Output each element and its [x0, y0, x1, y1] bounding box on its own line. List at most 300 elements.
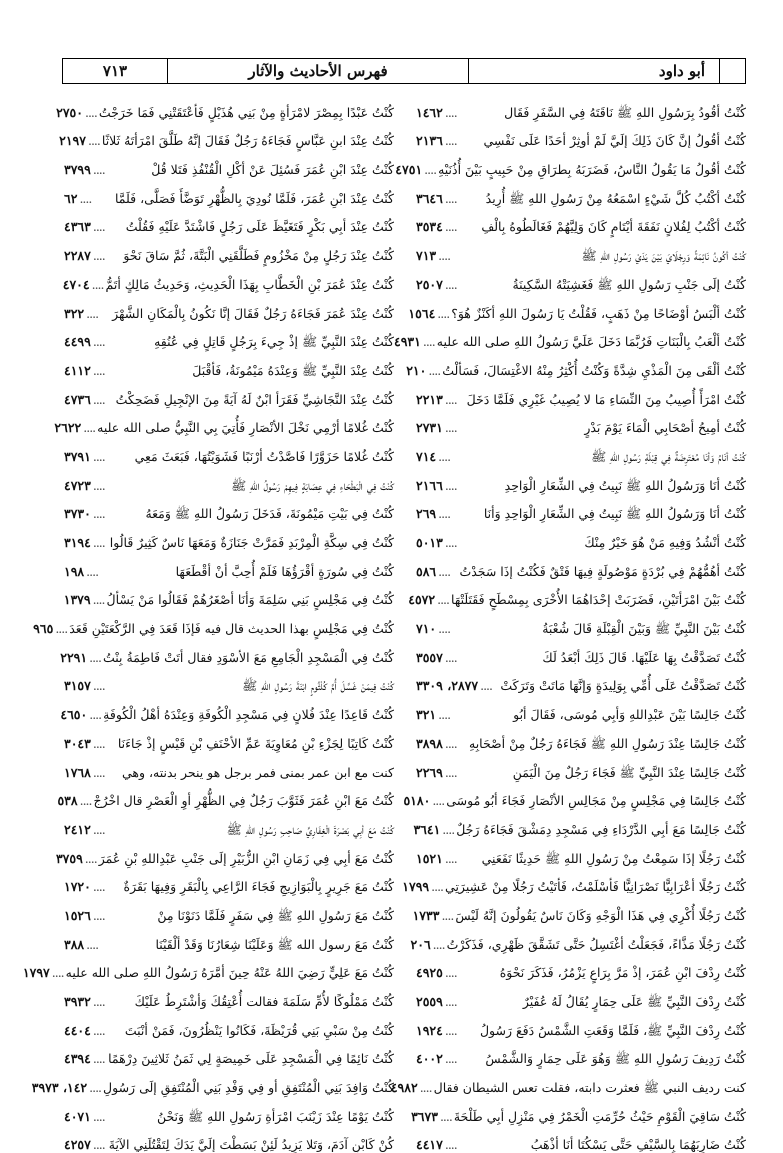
- header-blank-cell: [719, 59, 745, 83]
- entry-text: كُنْتُ أنَا وَرَسُولُ اللهِ ﷺ نَبِيتُ فِي الشِّعَارِ الْوَاحِدِ: [504, 477, 746, 493]
- leader-dots: ....: [438, 248, 451, 264]
- index-entry: [414, 752, 746, 781]
- hadith-number: ٢٤١٢: [64, 821, 91, 837]
- index-entry: [414, 522, 746, 551]
- entry-text: كُنْتُ أقُودُ بِرَسُولِ اللهِ ﷺ نَاقَتَهُ فِي السَّفَرِ فَقَال: [504, 104, 746, 120]
- hadith-number: ٣١٩٤: [64, 535, 91, 550]
- hadith-number: ٧١٠: [416, 621, 437, 637]
- entry-text: كُنْتُ فِي بَيْتِ مَيْمُونَةَ، فَدَخَلَ رَسُولُ اللهِ ﷺ وَمَعَهُ: [145, 506, 394, 522]
- entry-text: كُنْتُ امْرَأً أُصِيبُ مِنَ النِّسَاءِ مَا لا يُصِيبُ غَيْرِي فَلَمَّا دَخَلَ: [466, 391, 746, 407]
- page-number: ٧١٣: [102, 62, 128, 80]
- hadith-number: ٣٧٣٠: [64, 506, 91, 522]
- index-entry: [62, 1010, 394, 1039]
- entry-text: كُنْتُ إلَى جَنْبِ رَسُولِ اللهِ ﷺ فَغَشِيَتْهُ السَّكِينَةُ: [512, 276, 746, 292]
- hadith-number: ١٧٢٠: [64, 879, 91, 895]
- hadith-number: ٤٩٨٢: [390, 1080, 418, 1096]
- entry-text: كُنْتُ رَجُلًا مَذَّاءً، فَجَعَلْتُ أغْتَسِلُ حَتَّى تَشَقَّقَ ظَهْرِي، فَذَكَرْتُ: [446, 936, 746, 952]
- header-author: أبو داود: [658, 62, 705, 80]
- leader-dots: ....: [444, 133, 457, 149]
- entry-text: كُنْتُ أنَامُ وَأنَا مُعْتَرِضَةٌ فِي قِبْلَةِ رَسُولِ اللهِ ﷺ: [591, 448, 746, 464]
- hadith-number: ٤٢٥٧: [64, 1137, 91, 1153]
- index-entry: [408, 293, 746, 322]
- entry-text: كُنْتُ غُلامًا حَزَوَّرًا فَاصَّدْتُ أرْنَبًا فَشَوَيْتُهَا، فَبَعَثَ مَعِي: [134, 448, 394, 464]
- leader-dots: ....: [92, 735, 105, 751]
- entry-text: كُنْتُ رِدْفَ النَّبِيِّ ﷺ، فَلَمَّا وَقَعَتِ الشَّمْسُ دَفَعَ رَسُولُ: [479, 1022, 746, 1038]
- index-entry: [414, 264, 746, 293]
- hadith-number: ٥٣٨: [57, 793, 78, 809]
- index-entry: [62, 867, 394, 896]
- leader-dots: ....: [441, 907, 454, 923]
- hadith-number: ٤٤٠٤: [64, 1022, 91, 1038]
- index-entry: [414, 436, 746, 465]
- index-entry: [414, 981, 746, 1010]
- index-entry: [414, 494, 746, 523]
- index-entry: [414, 694, 746, 723]
- entry-text: كُنْتُ بَيْنَ النَّبِيِّ ﷺ وَبَيْنَ الْقِبْلَةِ قَالَ شُعْبَةُ: [542, 621, 746, 637]
- leader-dots: ....: [92, 907, 105, 923]
- leader-dots: ....: [92, 879, 105, 895]
- entry-text: كُنْتُ كَاتِبًا لِجَزْءِ بْنِ مُعَاوِيَةَ عَمِّ الأحْنَفِ بْنِ قَيْسٍ إذْ جَاءَنَا: [117, 735, 394, 751]
- entry-text: كُنْتُ مَعَ أبِي بَصْرَةَ الْغِفَارِيِّ صَاحِبِ رَسُولِ اللهِ ﷺ: [226, 821, 394, 837]
- leader-dots: ....: [444, 649, 457, 665]
- hadith-number: ٤٤٩٩: [64, 334, 91, 350]
- index-entry: [62, 551, 394, 580]
- hadith-number: ٢٦٢٢: [54, 420, 82, 436]
- leader-dots: ....: [428, 362, 441, 378]
- index-entry: [62, 522, 394, 551]
- hadith-number: ٣٥٥٧: [416, 649, 443, 665]
- index-entry: [62, 895, 394, 924]
- entry-text: كُنْتُ عِنْدَ ابْنِ عُمَرَ، فَلَمَّا نُودِيَ بِالظُّهْرِ تَوَضَّأَ فَصَلَّى، فَلَمَّا: [115, 190, 394, 206]
- leader-dots: ....: [437, 592, 450, 608]
- hadith-number: ٣٦٤١: [413, 821, 441, 837]
- hadith-number: ٣٠٤٣: [64, 735, 91, 751]
- entry-text: كُنْتُ رِدْفَ ابْنِ عُمَرَ، إذْ مَرَّ بِرَاعٍ يَزْمُرُ، فَذَكَرَ نَحْوَهُ: [499, 965, 746, 981]
- leader-dots: ....: [92, 334, 105, 350]
- leader-dots: ....: [92, 448, 105, 464]
- hadith-number: ٧١٤: [416, 448, 437, 464]
- index-entry: [414, 408, 746, 437]
- leader-dots: ....: [444, 391, 457, 407]
- index-entry: [414, 953, 746, 982]
- entry-text: كُنْتُ ألْقَى مِنَ الْمَذْيِ شِدَّةً وَكُنْتُ أُكْثِرُ مِنْهُ الاغْتِسَالَ، فَسَألْتُ: [442, 362, 746, 378]
- entry-text: كُنْتُ ضَارِبَهُمَا بِالسَّيْفِ حَتَّى يَسْكُتَا أنَا أذْهَبُ: [530, 1137, 746, 1153]
- entry-text: كُنْتُ عِنْدَ ابنِ عَبَّاسٍ فَجَاءَهُ رَجُلٌ فَقَالَ إنَّهُ طَلَّقَ امْرَأتَهُ ثَلاثًا: [101, 133, 394, 149]
- page-header: [62, 58, 746, 84]
- index-entry: [62, 264, 394, 293]
- leader-dots: ....: [444, 994, 457, 1009]
- entry-text: كُنْتُ أنَا وَرَسُولُ اللهِ ﷺ نَبِيتُ فِي الشِّعَارِ الْوَاحِدِ وَأنَا: [483, 506, 746, 522]
- entry-text: كُنْتُ فِيمَنْ غَسَّلَ أُمَّ كُلْثُومٍ ابْنَةَ رَسُولِ اللهِ ﷺ: [242, 678, 394, 694]
- hadith-number: ١٧٦٨: [64, 764, 91, 780]
- entry-text: كُنْتُ أمِيحُ أصْحَابِي الْمَاءَ يَوْمَ بَدْرٍ: [584, 420, 746, 436]
- entry-text: كُنْتُ مَعَ جَرِيرٍ بِالْبَوَازِيجِ فَجَاءَ الرَّاعِي بِالْبَقَرِ وَفِيهَا بَقَرَةٌ: [123, 879, 394, 895]
- index-entry: [54, 408, 394, 437]
- leader-dots: ....: [480, 678, 493, 694]
- hadith-number: ١٥٢٦: [64, 907, 91, 923]
- hadith-number: ٢٨٧٧، ٣٣٠٩: [416, 678, 479, 694]
- leader-dots: ....: [92, 391, 105, 407]
- index-entry: [408, 580, 746, 609]
- hadith-number: ١٤٦٢: [416, 104, 443, 120]
- entry-text: كُنْتُ مَعَ رَسُولِ اللهِ ﷺ فِي سَفَرٍ فَلَمَّا دَنَوْنَا مِنْ: [157, 907, 394, 923]
- leader-dots: ....: [422, 334, 435, 350]
- index-entry: [414, 178, 746, 207]
- index-entry: [414, 608, 746, 637]
- entry-text: كُنْتُ رَدِيفَ رَسُولِ اللهِ ﷺ وَهُوَ عَلَى حِمَارٍ وَالشَّمْسُ: [485, 1051, 746, 1067]
- leader-dots: ....: [55, 621, 68, 637]
- hadith-number: ١٥٢١: [416, 850, 443, 866]
- hadith-number: ٤٣٦٣: [64, 219, 91, 235]
- hadith-number: ٢٧٥٠: [56, 104, 83, 120]
- leader-dots: ....: [444, 764, 457, 780]
- leader-dots: ....: [83, 420, 96, 436]
- entry-text: كُنْتُ جَالِسًا فِي مَجْلِسٍ مِنْ مَجَالِسِ الأنْصَارِ فَجَاءَ أبُو مُوسَى: [446, 793, 746, 809]
- leader-dots: ....: [444, 219, 457, 235]
- entry-text: كُنْتُ أقُولُ مَا يَقُولُ النَّاسُ، فَضَرَبَهُ بِطرَاقِ مِنْ حَبِيبٍ بَيْنَ أُذُنَيْهِ: [438, 162, 746, 178]
- hadith-number: ٢٢٦٩: [416, 764, 443, 780]
- index-entry: [62, 235, 394, 264]
- leader-dots: ....: [444, 965, 457, 981]
- leader-dots: ....: [92, 477, 105, 493]
- index-entry: [414, 895, 746, 924]
- leader-dots: ....: [444, 735, 457, 751]
- index-entry: [394, 322, 746, 351]
- leader-dots: ....: [86, 305, 99, 321]
- hadith-number: ٢١٦٦: [416, 477, 443, 493]
- index-entry: [414, 92, 746, 121]
- entry-text: كُنْتُ رَجُلًا إذَا سَمِعْتُ مِنْ رَسُولِ اللهِ ﷺ حَدِيثًا نَفَعَنِي: [481, 850, 746, 866]
- leader-dots: ....: [444, 1051, 457, 1067]
- index-entry: [62, 436, 394, 465]
- hadith-number: ٤٧٢٣: [64, 477, 91, 493]
- leader-dots: ....: [92, 678, 105, 694]
- index-entry: [62, 350, 394, 379]
- index-columns: [22, 92, 746, 1153]
- entry-text: كُنْتُ عِنْدَ عُمَرَ بْنِ الْخَطَّابِ بِهَذَا الْحَدِيثِ، وَحَدِيثُ مَالِكٍ أتَمُّ: [105, 276, 394, 292]
- header-title: فهرس الأحاديث والآثار: [167, 59, 469, 83]
- index-entry: [56, 92, 394, 121]
- entry-text: كُنْتُ أهُمُّهُمْ فِي بُرْدَةٍ مَوْصُولَةٍ فِيهَا فَتْقٌ فَكُنْتُ إذَا سَجَدْتُ: [459, 563, 746, 579]
- hadith-number: ١٧٩٩: [402, 879, 430, 895]
- leader-dots: ....: [438, 563, 451, 579]
- leader-dots: ....: [92, 1108, 105, 1124]
- leader-dots: ....: [92, 362, 105, 378]
- leader-dots: ....: [442, 821, 455, 837]
- hadith-number: ١٩٢٤: [416, 1022, 443, 1038]
- entry-text: كُنْتُ ألْبَسُ أوْضَاحًا مِنْ ذَهَبٍ، فَقُلْتُ يَا رَسُولَ اللهِ أكَنْزٌ هُوَ؟: [451, 305, 746, 321]
- entry-text: كنت رديف النبي ﷺ فعثرت دابته، فقلت تعس الشيطان فقال: [433, 1080, 746, 1096]
- leader-dots: ....: [86, 563, 99, 579]
- leader-dots: ....: [444, 1137, 457, 1153]
- entry-text: كُنْ كَابْنِ آدَمَ، وَتَلا يَزِيدُ لَئِنْ بَسَطْتَ إلَيَّ يَدَكَ لِتَقْتُلَنِي الآيَةَ: [108, 1137, 394, 1153]
- hadith-number: ١٥٦٤: [408, 305, 436, 321]
- entry-text: كُنْتُ أنْشُدُ وَفِيهِ مَنْ هُوَ خَيْرٌ مِنْكَ: [584, 535, 746, 550]
- leader-dots: ....: [432, 793, 445, 809]
- hadith-number: ٣٦٤٦: [416, 190, 443, 206]
- leader-dots: ....: [431, 879, 444, 895]
- hadith-number: ١٤٢، ٣٩٧٣: [31, 1080, 88, 1096]
- entry-text: كُنْتُ وَافِدَ بَنِي الْمُنْتَفِقِ أو فِي وَفْدِ بَنِي الْمُنْتَفِقِ إلَى رَسُولِ: [103, 1080, 394, 1096]
- index-entry: [414, 551, 746, 580]
- hadith-number: ٢٦٩: [416, 506, 437, 522]
- index-entry: [414, 235, 746, 264]
- entry-text: كُنْتُ أكْتُبُ لِفُلانٍ نَفَقَةَ أيْتَامٍ كَانَ وَلِيَّهُمْ فَغَالَطُوهُ بِالْفِ: [481, 219, 746, 235]
- entry-text: كُنْتُ مَعَ عَلِيٍّ رَضِيَ اللهُ عَنْهُ حِينَ أمَّرَهُ رَسُولُ اللهِ صلى الله عليه: [65, 965, 394, 981]
- entry-text: كُنْتُ أكُونُ نَائِمَةً وَرِجْلَايَ بَيْنَ يَدَيْ رَسُولِ اللهِ ﷺ: [581, 248, 746, 264]
- leader-dots: ....: [444, 477, 457, 493]
- entry-text: كُنْتُ عِنْدَ النَّبِيِّ ﷺ وَعِنْدَهُ مَيْمُونَةُ، فَأقْبَلَ: [192, 362, 394, 378]
- hadith-number: ٥٨٦: [416, 563, 437, 579]
- index-entry: [62, 1125, 394, 1153]
- entry-text: كُنْتُ بَيْنَ امْرَأتَيْنِ، فَضَرَبَتْ إحْدَاهُمَا الأُخْرَى بِمِسْطَحٍ فَقَتَلَتْهَا: [451, 592, 746, 608]
- leader-dots: ....: [84, 104, 97, 120]
- entry-text: كُنْتُ عِنْدَ عُمَرَ فَجَاءَهُ رَجُلٌ فَقَالَ إنَّا نَكُونُ بِالْمَكَانِ الشَّهْرَ: [112, 305, 394, 321]
- index-entry: [55, 838, 394, 867]
- index-entry: [62, 149, 394, 178]
- index-entry: [414, 1010, 746, 1039]
- leader-dots: ....: [438, 448, 451, 464]
- leader-dots: ....: [438, 707, 451, 723]
- leader-dots: ....: [444, 850, 457, 866]
- entry-text: كُنْتُ فِي سِكَّةِ الْمِرْبَدِ فَمَرَّتْ جَنَازَةٌ وَمَعَهَا نَاسٌ كَثِيرٌ قَالُوا: [109, 535, 394, 550]
- hadith-number: ٣٨٨: [64, 936, 85, 952]
- hadith-number: ٦٢: [64, 190, 78, 206]
- index-entry: [62, 924, 394, 953]
- index-entry: [62, 809, 394, 838]
- hadith-number: ٣١٥٧: [64, 678, 91, 694]
- hadith-number: ٧١٣: [416, 248, 437, 264]
- index-entry: [403, 781, 746, 810]
- index-entry: [402, 867, 746, 896]
- entry-text: كُنْتُ قَاعِدًا عِنْدَ فُلانٍ فِي مَسْجِدِ الْكُوفَةِ وَعِنْدَهُ أهْلُ الْكُوفَةِ: [103, 707, 394, 723]
- index-entry: [390, 1067, 746, 1096]
- entry-text: كُنْتُ فِي مَجْلِسٍ بَنِي سَلِمَةَ وَأنَا أصْغَرُهُمْ فَقَالُوا مَنْ يَسْألُ: [106, 592, 394, 608]
- hadith-number: ٢٢٨٧: [64, 248, 91, 264]
- hadith-number: ١٧٩٧: [22, 965, 50, 981]
- leader-dots: ....: [438, 506, 451, 522]
- hadith-number: ٥١٨٠: [403, 793, 431, 809]
- index-entry: [414, 379, 746, 408]
- leader-dots: ....: [444, 535, 457, 550]
- hadith-number: ٢٥٥٩: [416, 994, 443, 1009]
- hadith-number: ٣٢٢: [64, 305, 85, 321]
- entry-text: كُنْتُ عِنْدَ النَّجَاشِيِّ فَقَرَأ ابْنٌ لَهُ آيَةً مِنَ الإنْجِيلِ فَضَحِكْتُ: [115, 391, 394, 407]
- entry-text: كُنْتُ سَاقِيَ الْقَوْمِ حَيْثُ حُرِّمَتِ الْخَمْرُ فِي مَنْزِلِ أبِي طَلْحَةَ: [453, 1108, 746, 1124]
- leader-dots: ....: [92, 1137, 105, 1153]
- index-entry: [414, 1039, 746, 1068]
- hadith-number: ٢٧٣١: [416, 420, 443, 436]
- hadith-number: ٤٣٩٤: [64, 1051, 91, 1067]
- entry-text: كُنْتُ يَوْمًا عِنْدَ زَيْنَبَ امْرَأةِ رَسُولِ اللهِ ﷺ وَنَحْنُ: [156, 1108, 394, 1124]
- leader-dots: ....: [438, 621, 451, 637]
- entry-text: كُنْتُ عِنْدَ ابْنِ عُمَرَ فَسُئِلَ عَنْ أكْلِ الْقُنْفُذِ فَتَلا قُلْ: [151, 162, 394, 178]
- entry-text: كُنْتُ جَالِسًا عِنْدَ النَّبِيِّ ﷺ فَجَاءَ رَجُلٌ مِنَ الْيَمَنِ: [512, 764, 746, 780]
- entry-text: كُنْتُ مَعَ ابْنِ عُمَرَ فَثَوَّبَ رَجُلٌ فِي الظُّهْرِ أوِ الْعَصْرِ قال اخْرُجْ: [93, 793, 394, 809]
- index-page: [22, 58, 746, 1153]
- entry-text: كُنْتُ رَجُلًا أُكْرِي فِي هَذَا الْوَجْهِ وَكَانَ نَاسٌ يَقُولُونَ إنَّهُ لَيْسَ: [455, 907, 746, 923]
- hadith-number: ٣٨٩٨: [416, 735, 443, 751]
- hadith-number: ٤٧٥١: [395, 162, 423, 178]
- leader-dots: ....: [437, 305, 450, 321]
- index-entry: [414, 121, 746, 150]
- index-entry: [62, 981, 394, 1010]
- index-entry: [414, 1125, 746, 1153]
- entry-text: كُنْتُ مَعَ أبِي فِي زَمَانِ ابْنِ الزُّبَيْرِ إلَى جَنْبِ عَبْدِاللهِ بْنِ عُمَرَ: [98, 850, 394, 866]
- hadith-number: ٤٩٢٥: [416, 965, 443, 981]
- hadith-number: ٣٢١: [416, 707, 437, 723]
- hadith-number: ٤١١٢: [64, 362, 91, 378]
- index-entry: [62, 637, 394, 666]
- index-entry: [414, 465, 746, 494]
- leader-dots: ....: [92, 162, 105, 178]
- hadith-number: ٤٥٧٢: [408, 592, 436, 608]
- index-entry: [62, 723, 394, 752]
- hadith-number: ٤٠٧١: [64, 1108, 91, 1124]
- entry-text: كُنْتُ فِي الْبَطْحَاءِ فِي عِصَابَةٍ فِيهِمْ رَسُولُ اللهِ ﷺ: [231, 477, 394, 493]
- hadith-number: ٣٧٩١: [64, 448, 91, 464]
- entry-text: كُنْتُ أقُولُ إنَّ كَانَ ذَلِكَ إلَيَّ لَمْ أوثِرْ أحَدًا عَلَى نَفْسِي: [483, 133, 746, 149]
- entry-text: كُنْتُ عَبْدًا بِمِصْرَ لامْرَأةٍ مِنْ بَنِي هُذَيْلٍ فَأعْتَقَتْنِي فَمَا خَرَجْتُ: [98, 104, 394, 120]
- leader-dots: ....: [444, 420, 457, 436]
- index-entry: [62, 666, 394, 695]
- entry-text: كُنْتُ مَمْلُوكًا لأُمِّ سَلَمَةَ فقالت أُعْتِقُكَ وَأشْتَرِطُ عَلَيْكَ: [134, 994, 394, 1009]
- leader-dots: ....: [89, 1080, 102, 1096]
- hadith-number: ٣٦٧٣: [411, 1108, 438, 1124]
- leader-dots: ....: [424, 162, 437, 178]
- leader-dots: ....: [444, 190, 457, 206]
- index-entry: [62, 694, 394, 723]
- hadith-number: ١٣٧٩: [63, 592, 91, 608]
- leader-dots: ....: [92, 1051, 105, 1067]
- entry-text: كُنْتُ عِنْدَ النَّبِيِّ ﷺ إذْ جِيءَ بِرَجُلٍ قَاتِلٍ فِي عُنُقِهِ: [154, 334, 394, 350]
- entry-text: كُنْتُ ألْعَبُ بِالْبَنَاتِ فَرُبَّمَا دَخَلَ عَلَيَّ رَسُولُ اللهِ صلى الله عليه: [436, 334, 746, 350]
- entry-text: كُنْتُ عِنْدَ رَجُلٍ مِنْ مَخْزُومٍ فَطَلَّقَنِي الْبَتَّةَ، ثُمَّ سَاقَ نَحْوَ: [123, 248, 394, 264]
- hadith-number: ٣٩٣٢: [64, 994, 91, 1009]
- hadith-number: ١٩٨: [64, 563, 85, 579]
- leader-dots: ....: [89, 649, 101, 665]
- hadith-number: ٤٠٠٢: [416, 1051, 443, 1067]
- leader-dots: ....: [444, 1022, 457, 1038]
- index-entry: [411, 1096, 746, 1125]
- leader-dots: ....: [432, 936, 445, 952]
- leader-dots: ....: [87, 133, 100, 149]
- index-entry: [57, 781, 394, 810]
- index-entry: [414, 637, 746, 666]
- index-entry: [33, 608, 394, 637]
- leader-dots: ....: [444, 104, 457, 120]
- index-entry: [62, 322, 394, 351]
- hadith-number: ٤٧٣٦: [64, 391, 91, 407]
- entry-text: كُنْتُ جَالِسًا عِنْدَ رَسُولِ اللهِ ﷺ فَجَاءَهُ رَجُلٌ مِنْ أصْحَابِهِ: [469, 735, 746, 751]
- index-entry: [414, 809, 746, 838]
- hadith-number: ٢٢١٣: [416, 391, 443, 407]
- leader-dots: ....: [92, 994, 105, 1009]
- hadith-number: ٥٠١٣: [416, 535, 443, 550]
- leader-dots: ....: [86, 936, 99, 952]
- entry-text: كُنْتُ عِنْدَ أبِي بَكْرٍ فَتَغَيَّظَ عَلَى رَجُلٍ فَاشْتَدَّ عَلَيْهِ فَقُلْتُ: [125, 219, 394, 235]
- index-entry: [414, 666, 746, 695]
- leader-dots: ....: [444, 276, 457, 292]
- leader-dots: ....: [419, 1080, 432, 1096]
- hadith-number: ٣٧٩٩: [64, 162, 91, 178]
- leader-dots: ....: [92, 219, 105, 235]
- index-entry: [22, 953, 394, 982]
- index-entry: [62, 207, 394, 236]
- entry-text: كنت مع ابن عمر بمنى فمر برجل هو ينحر بدنته، وهي: [121, 764, 394, 780]
- entry-text: كُنْتُ رِدْفَ النَّبِيِّ ﷺ عَلَى حِمَارٍ يُقَالُ لَهُ عُفَيْرٌ: [522, 994, 746, 1009]
- index-entry: [62, 465, 394, 494]
- leader-dots: ....: [84, 850, 97, 866]
- entry-text: كُنْتُ جَالِسًا مَعَ أبِي الدَّرْدَاءِ فِي مَسْجِدِ دِمَشْقَ فَجَاءَهُ رَجُلٌ: [456, 821, 746, 837]
- entry-text: كُنْتُ أكْتُبُ كُلَّ شَيْءٍ اسْمَعُهُ مِنْ رَسُولِ اللهِ ﷺ أُرِيدُ: [485, 190, 746, 206]
- entry-text: كُنْتُ رَجُلًا أعْرَابِيًّا نَصْرَانِيًّا فَأسْلَمْتُ، فَأتَيْتُ رَجُلًا مِنْ عَشِيرَتِي: [445, 879, 746, 895]
- entry-text: كُنْتُ نَائِمًا فِي الْمَسْجِدِ عَلَى خَمِيصَةٍ لِي ثَمَنُ ثَلاثِينَ دِرْهَمًا: [108, 1051, 394, 1067]
- hadith-number: ٤٩٣١: [394, 334, 421, 350]
- hadith-number: ٤٦٥٠: [60, 707, 88, 723]
- index-entry: [62, 379, 394, 408]
- right-column: [390, 92, 746, 1153]
- hadith-number: ٤٤١٧: [416, 1137, 443, 1153]
- index-entry: [62, 752, 394, 781]
- leader-dots: ....: [92, 1022, 105, 1038]
- entry-text: كُنْتُ مِنْ سَبْيِ بَنِي قُرَيْظَةَ، فَكَانُوا يَنْظُرُونَ، فَمَنْ أنْبَتَ: [124, 1022, 394, 1038]
- entry-text: كُنْتُ جَالِسًا بَيْنَ عَبْدِاللهِ وَأبِي مُوسَى، فَقَالَ أبُو: [513, 707, 746, 723]
- index-entry: [414, 838, 746, 867]
- hadith-number: ٣٥٣٤: [416, 219, 443, 235]
- index-entry: [62, 580, 394, 609]
- leader-dots: ....: [89, 707, 102, 723]
- hadith-number: ٢١٠: [406, 362, 427, 378]
- hadith-number: ٢٢٩١: [60, 649, 88, 665]
- leader-dots: ....: [79, 190, 92, 206]
- leader-dots: ....: [439, 1108, 452, 1124]
- hadith-number: ١٧٣٣: [412, 907, 440, 923]
- entry-text: كُنْتُ تَصَدَّقْتُ عَلَى أُمِّي بِوَلِيدَةٍ وَإنَّهَا مَاتَتْ وَتَرَكَتْ: [500, 678, 746, 694]
- index-entry: [410, 924, 746, 953]
- index-entry: [59, 121, 394, 150]
- leader-dots: ....: [92, 821, 105, 837]
- leader-dots: ....: [92, 764, 105, 780]
- leader-dots: ....: [92, 506, 105, 522]
- index-entry: [414, 207, 746, 236]
- index-entry: [62, 494, 394, 523]
- entry-text: كُنْتُ مَعَ رسول الله ﷺ وَعَلَيْنَا شِعَارُنَا وَقَدْ ألْقَيْنَا: [155, 936, 394, 952]
- hadith-number: ٤٧٠٤: [62, 276, 90, 292]
- leader-dots: ....: [92, 592, 105, 608]
- entry-text: كُنْتُ فِي مَجْلِسٍ بهذا الحديث قال فيه فَإذَا قَعَدَ فِي الرَّكْعَتَيْنِ قَعَدَ: [69, 621, 394, 637]
- index-entry: [414, 723, 746, 752]
- hadith-number: ٢١٩٧: [59, 133, 86, 149]
- leader-dots: ....: [79, 793, 92, 809]
- left-column: [22, 92, 394, 1153]
- hadith-number: ٢١٣٦: [416, 133, 443, 149]
- leader-dots: ....: [51, 965, 64, 981]
- index-entry: [62, 293, 394, 322]
- hadith-number: ٢٥٠٧: [416, 276, 443, 292]
- entry-text: كُنْتُ غُلامًا أرْمِي نَخْلَ الأنْصَارِ فَأُتِيَ بِي النَّبِيُّ صلى الله عليه: [97, 420, 394, 436]
- index-entry: [62, 1096, 394, 1125]
- index-entry: [406, 350, 746, 379]
- hadith-number: ٢٠٦: [410, 936, 431, 952]
- leader-dots: ....: [92, 535, 105, 550]
- index-entry: [62, 1039, 394, 1068]
- entry-text: كُنْتُ فِي سُورَةٍ أقْرَؤُهَا فَلَمْ أُحِبَّ أنْ أقْطَعَهَا: [175, 563, 394, 579]
- hadith-number: ٣٧٥٩: [55, 850, 83, 866]
- leader-dots: ....: [92, 248, 105, 264]
- leader-dots: ....: [91, 276, 104, 292]
- entry-text: كُنْتُ تَصَدَّقْتُ بِهَا عَلَيْهَا. قَالَ ذَلِكَ أبْعَدُ لَكَ: [542, 649, 746, 665]
